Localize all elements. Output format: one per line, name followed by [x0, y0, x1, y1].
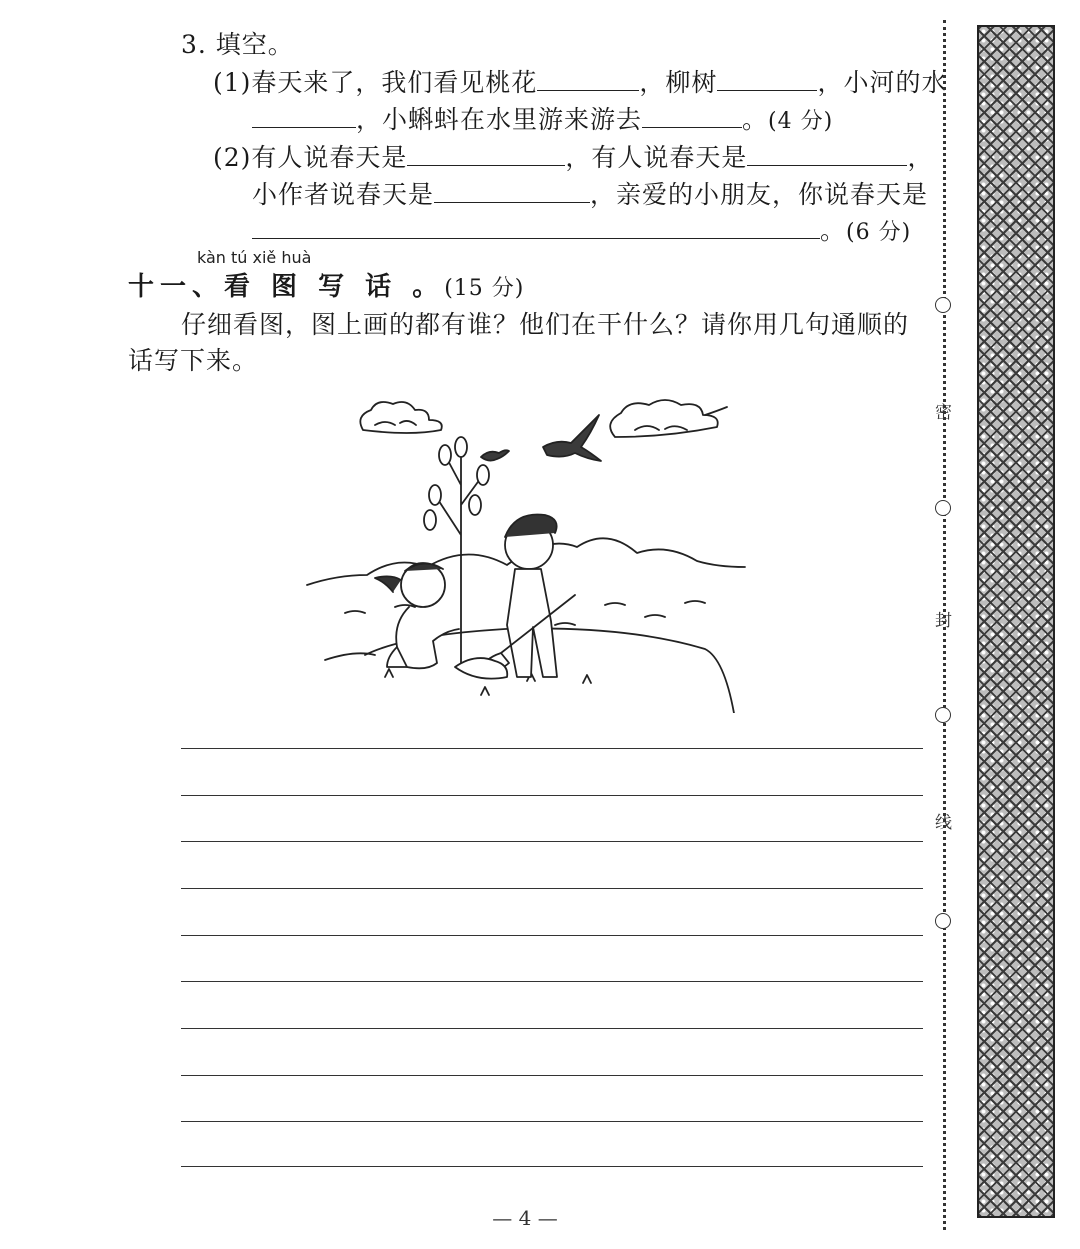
decorative-pattern-strip — [977, 25, 1055, 1218]
section11-instruction-2: 话写下来。 — [128, 346, 259, 375]
q3-part1-line2 — [252, 101, 833, 139]
binding-ring-icon — [935, 297, 951, 313]
q3-p2-score: (6 分) — [846, 220, 912, 245]
q3-p1-blank-4[interactable] — [642, 101, 742, 128]
q3-p2-blank-3[interactable] — [434, 176, 590, 203]
writing-line[interactable] — [181, 1121, 923, 1122]
writing-line[interactable] — [181, 748, 923, 749]
q3-p2-text-1: (2)有人说春天是 — [213, 143, 408, 172]
section11-heading-row — [128, 270, 524, 306]
writing-line[interactable] — [181, 1166, 923, 1167]
section11-pinyin: kàn tú xiě huà — [197, 248, 312, 267]
q3-p1-score: (4 分) — [768, 109, 834, 134]
q3-part2-line1 — [213, 139, 933, 175]
section11-heading: 十一、看 图 写 话 。 — [128, 272, 445, 302]
q3-p1-text-4: ，小蝌蚪在水里游来游去 — [356, 105, 643, 134]
seal-char-xian: 线 — [935, 813, 952, 833]
seal-char-mi: 密 — [935, 403, 952, 423]
writing-line[interactable] — [181, 1028, 923, 1029]
tree-planting-illustration — [305, 385, 747, 713]
q3-p2-blank-1[interactable] — [407, 139, 565, 166]
page-number: — 4 — — [492, 1206, 558, 1230]
seal-char-feng: 封 — [935, 611, 952, 631]
q3-p1-blank-3[interactable] — [252, 101, 356, 128]
q3-p2-text-4: 小作者说春天是 — [252, 180, 435, 209]
q3-p1-text-3: ，小河的水 — [817, 68, 948, 97]
writing-line[interactable] — [181, 841, 923, 842]
binding-ring-icon — [935, 500, 951, 516]
section11-instruction-1: 仔细看图，图上画的都有谁？他们在干什么？请你用几句通顺的 — [181, 310, 910, 339]
q3-p2-text-5: ，亲爱的小朋友，你说春天是 — [590, 180, 929, 209]
q3-p1-text-2: ，柳树 — [639, 68, 718, 97]
writing-line[interactable] — [181, 795, 923, 796]
q3-part1-line1 — [213, 64, 947, 100]
binding-ring-icon — [935, 707, 951, 723]
q3-p2-text-3: ， — [907, 143, 934, 172]
cloud-right-icon — [610, 400, 718, 437]
q3-p1-blank-2[interactable] — [717, 64, 817, 91]
q3-part2-line2 — [252, 176, 928, 212]
q3-p2-text-6: 。 — [820, 216, 847, 245]
writing-line[interactable] — [181, 981, 923, 982]
question-3-title: 3. 填空。 — [181, 30, 294, 59]
writing-line[interactable] — [181, 1075, 923, 1076]
q3-p1-text-1: (1)春天来了，我们看见桃花 — [213, 68, 538, 97]
q3-p1-blank-1[interactable] — [537, 64, 639, 91]
binding-ring-icon — [935, 913, 951, 929]
swallow-icon — [543, 415, 601, 461]
q3-p1-text-5: 。 — [742, 105, 769, 134]
q3-p2-text-2: ，有人说春天是 — [565, 143, 748, 172]
cloud-left-icon — [360, 402, 441, 433]
writing-line[interactable] — [181, 935, 923, 936]
section11-score: (15 分) — [444, 276, 525, 301]
writing-line[interactable] — [181, 888, 923, 889]
q3-part2-line3 — [252, 212, 911, 250]
q3-p2-blank-2[interactable] — [747, 139, 907, 166]
q3-p2-blank-4[interactable] — [252, 212, 820, 239]
perched-bird-icon — [481, 450, 509, 460]
